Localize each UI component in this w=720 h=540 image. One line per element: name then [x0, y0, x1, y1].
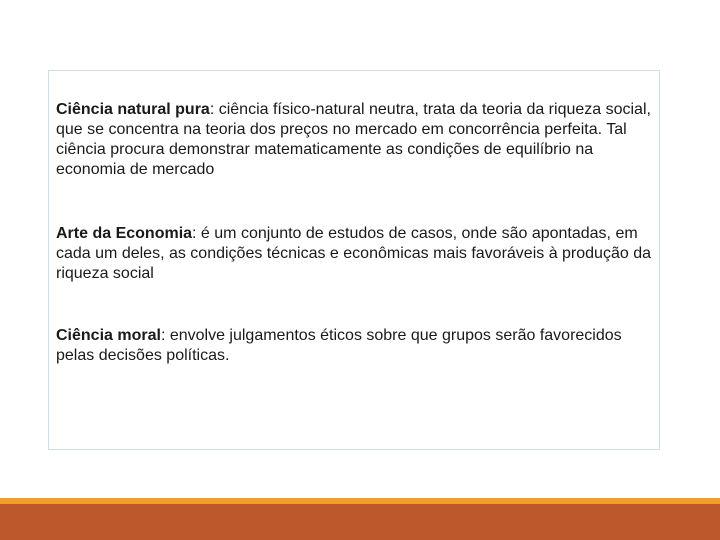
paragraph-ciencia-natural-pura [56, 100, 656, 180]
definition-arte-da-economia: : é um conjunto de estudos de casos, onde são apontadas, em cada um deles, as condições técnicas e econômicas mais favoráveis à produção da riqueza social [56, 225, 651, 282]
term-ciencia-moral: Ciência moral [56, 327, 161, 344]
term-arte-da-economia: Arte da Economia [56, 225, 193, 242]
definition-ciencia-natural-pura: : ciência físico-natural neutra, trata da teoria da riqueza social, que se concentra na teoria dos preços no mercado em concorrência perfeita. Tal ciência procura demonstrar matematicamente as condições de equilíbrio na economia de mercado [56, 101, 651, 178]
term-ciencia-natural-pura: Ciência natural pura [56, 101, 210, 118]
paragraph-arte-da-economia [56, 224, 656, 284]
footer-main-stripe [0, 504, 720, 540]
footer-band [0, 498, 720, 540]
definition-ciencia-moral: : envolve julgamentos éticos sobre que grupos serão favorecidos pelas decisões políticas. [56, 327, 622, 364]
paragraph-ciencia-moral [56, 326, 656, 366]
content-box [48, 70, 660, 450]
